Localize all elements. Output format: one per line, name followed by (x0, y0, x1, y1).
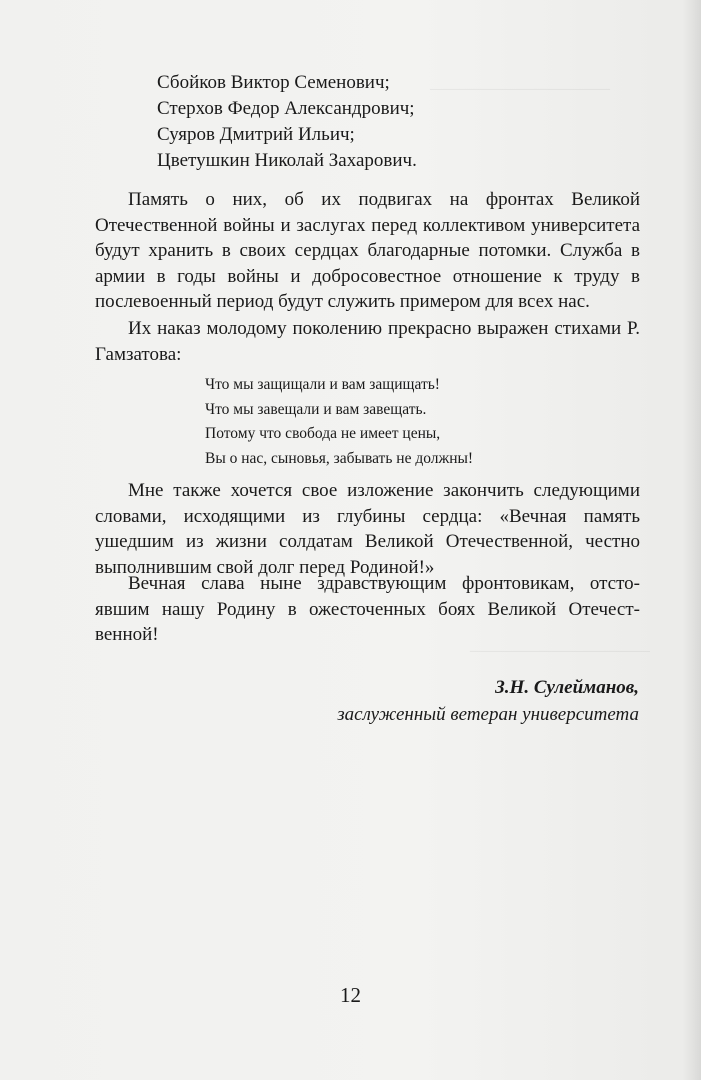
page-edge-shadow (683, 0, 701, 1080)
bleed-through-text: ———————————— (470, 643, 650, 659)
poem-line: Потому что свобода не имеет цены, (205, 425, 441, 442)
bleed-through-text: ———————————— (430, 81, 610, 97)
names-list (157, 70, 417, 174)
paragraph-closing: Мне также хочется свое изложение закончить следующими словами, исходящими из глубины сердца: «Вечная память ушедшим из жизни солдатам Великой Отечественной, честно выполнившим свой долг перед Родиной!» (95, 480, 640, 578)
poem-line: Вы о нас, сыновья, забывать не должны! (205, 449, 474, 467)
signature-author: З.Н. Сулейманов, (495, 677, 639, 698)
paragraph-glory: Вечная слава ныне здравствующим фронтовикам, отсто-явшим нашу Родину в ожесточенных боях Великой Отечест-венной! (95, 573, 640, 645)
signature-title: заслуженный ветеран университета (337, 704, 639, 725)
list-item: Цветушкин Николай Захарович. (157, 150, 417, 171)
poem-line: Что мы защищали и вам защищать! (205, 376, 440, 393)
poem (205, 373, 473, 471)
paragraph-memory: Память о них, об их подвигах на фронтах Великой Отечественной войны и заслугах перед коллективом университета будут хранить в своих сердцах благодарные потомки. Служба в армии в годы войны и добросовестное отношение к труду в послевоенный период будут служить примером для всех нас. (95, 189, 640, 312)
list-item: Суяров Дмитрий Ильич; (157, 124, 355, 145)
signature (337, 674, 639, 728)
page-number: 12 (340, 983, 361, 1007)
poem-line: Что мы завещали и вам завещать. (205, 400, 427, 418)
list-item: Сбойков Виктор Семенович; (157, 72, 390, 93)
paragraph-poem-intro: Их наказ молодому поколению прекрасно выражен стихами Р. Гамзатова: (95, 318, 640, 365)
list-item: Стерхов Федор Александрович; (157, 98, 415, 119)
